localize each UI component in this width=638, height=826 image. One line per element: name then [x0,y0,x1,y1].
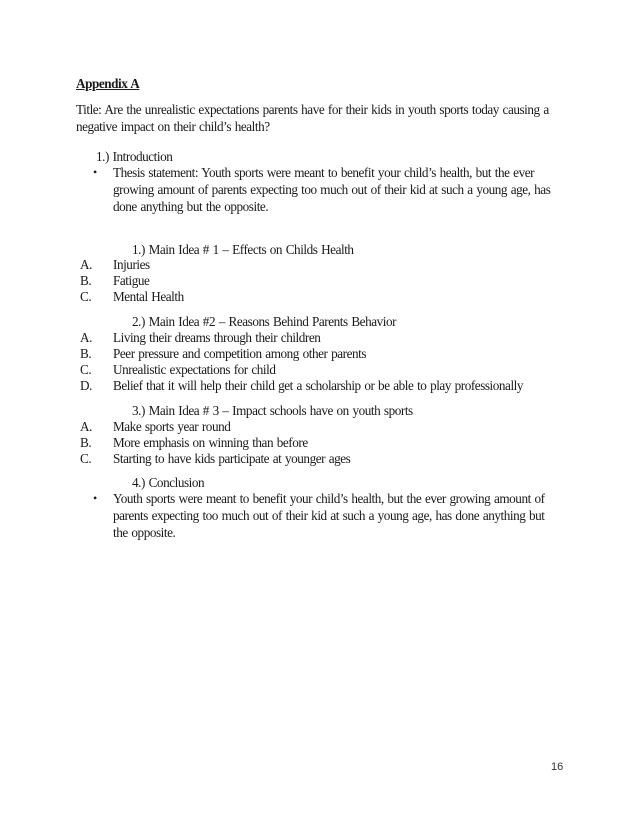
appendix-heading: Appendix A [76,76,140,91]
list-item-marker: B. [80,273,92,288]
list-item: Unrealistic expectations for child [113,362,276,377]
conclusion-line-2: parents expecting too much out of their kid at such a young age, has done anything but [113,508,545,523]
list-item: Mental Health [113,289,184,304]
list-item-marker: C. [80,289,92,304]
main-idea-3-heading: 3.) Main Idea # 3 – Impact schools have on youth sports [132,403,413,418]
list-item-marker: A. [80,419,92,434]
thesis-line-2: growing amount of parents expecting too much out of their kid at such a young age, has [113,182,551,197]
conclusion-line-1: Youth sports were meant to benefit your child’s health, but the ever growing amount of [113,491,545,506]
list-item: Injuries [113,257,150,272]
list-item: Belief that it will help their child get a scholarship or be able to play professionally [113,378,524,393]
bullet-icon: • [93,165,97,179]
list-item: Make sports year round [113,419,231,434]
page-number: 16 [551,761,564,773]
list-item-marker: A. [80,257,92,272]
list-item-marker: B. [80,346,92,361]
title-line-2: negative impact on their child’s health? [76,119,270,134]
list-item-marker: A. [80,330,92,345]
list-item: More emphasis on winning than before [113,435,308,450]
bullet-icon: • [93,491,97,505]
main-idea-1-heading: 1.) Main Idea # 1 – Effects on Childs Health [132,242,354,257]
main-idea-2-heading: 2.) Main Idea #2 – Reasons Behind Parents Behavior [132,314,397,329]
list-item-marker: C. [80,451,92,466]
thesis-line-3: done anything but the opposite. [113,199,269,214]
list-item-marker: B. [80,435,92,450]
list-item: Fatigue [113,273,150,288]
conclusion-heading: 4.) Conclusion [132,475,205,490]
list-item: Starting to have kids participate at younger ages [113,451,351,466]
thesis-line-1: Thesis statement: Youth sports were meant to benefit your child’s health, but the ever [113,165,535,180]
introduction-heading: 1.) Introduction [96,149,173,164]
list-item: Peer pressure and competition among other parents [113,346,367,361]
list-item-marker: C. [80,362,92,377]
list-item: Living their dreams through their children [113,330,321,345]
list-item-marker: D. [80,378,92,393]
conclusion-line-3: the opposite. [113,525,176,540]
title-line-1: Title: Are the unrealistic expectations parents have for their kids in youth sports today causing a [76,102,549,117]
